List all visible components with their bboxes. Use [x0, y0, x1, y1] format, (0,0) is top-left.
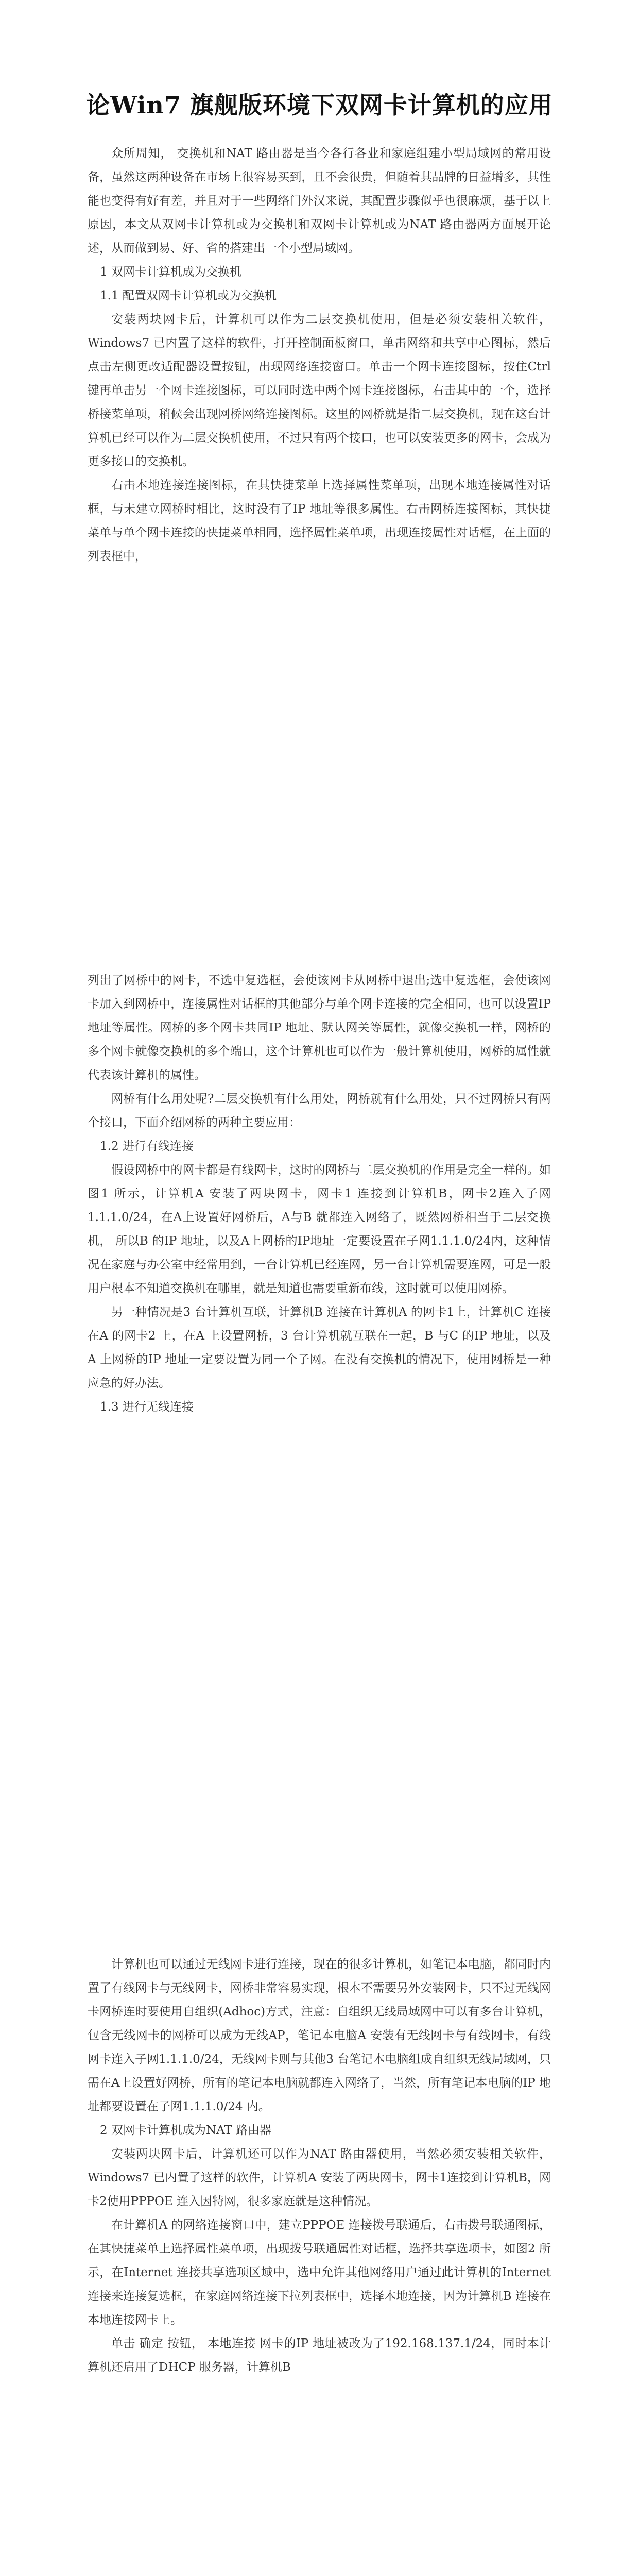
section-1-heading: 1 双网卡计算机成为交换机 — [100, 265, 241, 279]
section-1-continued — [88, 969, 551, 1419]
section-1-3-paragraph: 计算机也可以通过无线网卡进行连接，现在的很多计算机，如笔记本电脑，都同时内置了有线网卡与无线网卡，网桥非常容易实现，根本不需要另外安装网卡，只不过无线网卡网桥连时要使用自组织(Adhoc)方式，注意：自组织无线局域网中可以有多台计算机，包含无线网卡的网桥可以成为无线AP，笔记本电脑A 安装有无线网卡与有线网卡，有线网卡连入子网1.1.1.0/24，无线网卡则与其他3 台笔记本电脑组成自组织无线局域网，只需在A上设置好网桥，所有的笔记本电脑就都连入网络了，当然，所有笔记本电脑的IP 地址都要设置在子网1.1.1.0/24 内。 — [88, 1958, 551, 2113]
section-1-2-paragraph-1: 假设网桥中的网卡都是有线网卡，这时的网桥与二层交换机的作用是完全一样的。如图1 所示，计算机A 安装了两块网卡，网卡1 连接到计算机B，网卡2连入子网1.1.1.0/24，在A上设置好网桥后，A与B 就都连入网络了，既然网桥相当于二层交换机， 所以B 的IP 地址，以及A上网桥的IP地址一定要设置在子网1.1.1.0/24内，这种情况在家庭与办公室中经常用到，一台计算机已经连网，另一台计算机需要连网，可是一般用户根本不知道交换机在哪里，就是知道也需要重新布线，这时就可以使用网桥。 — [88, 1163, 551, 1295]
section-1-1-paragraph-1: 安装两块网卡后，计算机可以作为二层交换机使用，但是必须安装相关软件，Windows7 已内置了这样的软件，打开控制面板窗口，单击网络和共享中心图标，然后点击左侧更改适配器设置按钮，出现网络连接窗口。单击一个网卡连接图标，按住Ctrl 键再单击另一个网卡连接图标，可以同时选中两个网卡连接图标，右击其中的一个，选择桥接菜单项，稍候会出现网桥网络连接图标。这里的网桥就是指二层交换机，现在这台计算机已经可以作为二层交换机使用，不过只有两个接口，也可以安装更多的网卡，会成为更多接口的交换机。 — [88, 313, 551, 468]
section-1-2-paragraph-2: 另一种情况是3 台计算机互联，计算机B 连接在计算机A 的网卡1上，计算机C 连接在A 的网卡2 上，在A 上设置网桥，3 台计算机就互联在一起，B 与C 的IP 地址，以及A 上网桥的IP 地址一定要设置为同一个子网。在没有交换机的情况下，使用网桥是一种应急的好办法。 — [88, 1306, 551, 1390]
section-1-1-paragraph-3: 列出了网桥中的网卡，不选中复选框，会使该网卡从网桥中退出;选中复选框，会使该网卡加入到网桥中，连接属性对话框的其他部分与单个网卡连接的完全相同，也可以设置IP 地址等属性。网桥的多个网卡共同IP 地址、默认网关等属性，就像交换机一样，网桥的多个网卡就像交换机的多个端口，这个计算机也可以作为一般计算机使用，网桥的属性就代表该计算机的属性。 — [88, 974, 551, 1082]
section-1-2-heading: 1.2 进行有线连接 — [100, 1140, 194, 1153]
section-2-heading: 2 双网卡计算机成为NAT 路由器 — [100, 2124, 272, 2137]
section-1-1-heading: 1.1 配置双网卡计算机或为交换机 — [100, 289, 277, 302]
section-1-3-and-2 — [88, 1953, 551, 2379]
section-intro-and-1 — [88, 142, 551, 568]
section-1-1-paragraph-4: 网桥有什么用处呢?二层交换机有什么用处，网桥就有什么用处，只不过网桥只有两个接口，下面介绍网桥的两种主要应用： — [88, 1092, 551, 1129]
section-2-paragraph-2: 在计算机A 的网络连接窗口中，建立PPPOE 连接拨号联通后，右击拨号联通图标，在其快捷菜单上选择属性菜单项，出现拨号联通属性对话框，选择共享选项卡，如图2 所示，在Internet 连接共享选项区域中，选中允许其他网络用户通过此计算机的Internet 连接来连接复选框，在家庭网络连接下拉列表框中，选择本地连接，因为计算机B 连接在本地连接网卡上。 — [88, 2218, 551, 2327]
paper-title: 论Win7 旗舰版环境下双网卡计算机的应用 — [86, 91, 553, 119]
section-1-1-paragraph-2: 右击本地连接连接图标，在其快捷菜单上选择属性菜单项，出现本地连接属性对话框，与未建立网桥时相比，这时没有了IP 地址等很多属性。右击网桥连接图标，其快捷菜单与单个网卡连接的快捷菜单相同，选择属性菜单项，出现连接属性对话框，在上面的列表框中， — [88, 479, 551, 563]
section-2-paragraph-3: 单击 确定 按钮， 本地连接 网卡的IP 地址被改为了192.168.137.1/24，同时本计算机还启用了DHCP 服务器，计算机B — [88, 2337, 551, 2374]
section-1-3-heading: 1.3 进行无线连接 — [100, 1400, 194, 1414]
section-2-paragraph-1: 安装两块网卡后，计算机还可以作为NAT 路由器使用，当然必须安装相关软件，Windows7 已内置了这样的软件，计算机A 安装了两块网卡，网卡1连接到计算机B，网卡2使用PPPOE 连入因特网，很多家庭就是这种情况。 — [88, 2147, 551, 2208]
intro-paragraph: 众所周知， 交换机和NAT 路由器是当今各行各业和家庭组建小型局域网的常用设备，虽然这两种设备在市场上很容易买到，且不会很贵，但随着其品牌的日益增多，其性能也变得有好有差，并且对于一些网络门外汉来说，其配置步骤似乎也很麻烦，基于以上原因，本文从双网卡计算机或为交换机和双网卡计算机或为NAT 路由器两方面展开论述，从而做到易、好、省的搭建出一个小型局域网。 — [88, 147, 551, 255]
